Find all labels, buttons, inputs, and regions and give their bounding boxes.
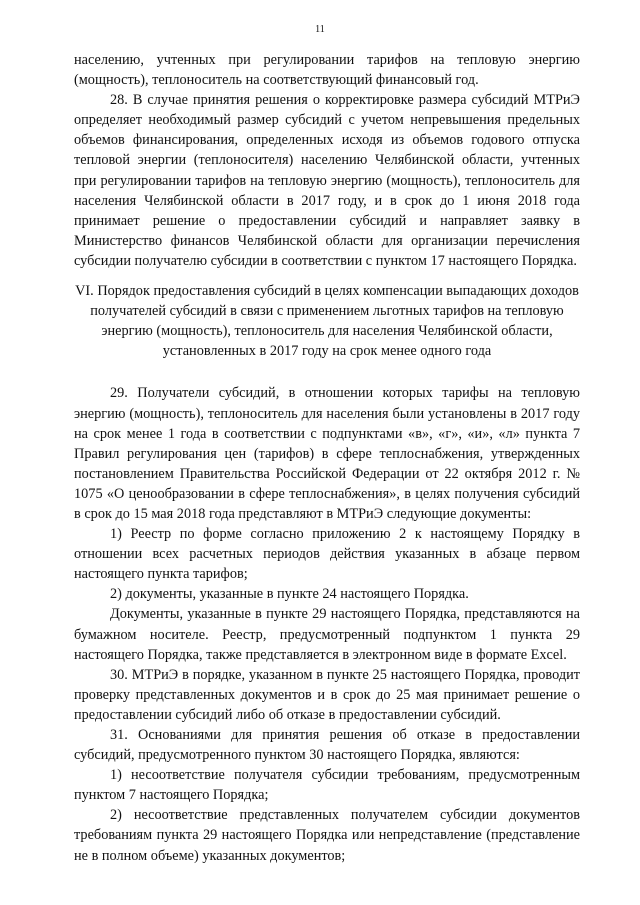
- paragraph-29-documents: Документы, указанные в пункте 29 настоящего Порядка, представляются на бумажном носителе. Реестр, предусмотренный подпунктом 1 пункта 29 настоящего Порядка, также представляется в электронном виде в формате Excel.: [74, 606, 580, 663]
- paragraph-28: 28. В случае принятия решения о корректировке размера субсидий МТРиЭ определяет необходимый размер субсидий с учетом непревышения предельных объемов финансирования, определенных исходя из объемов годового отпуска тепловой энергии (теплоносителя) населению Челябинской области, учтенных при регулировании тарифов на тепловую энергию (мощность), теплоноситель для населения Челябинской области в 2017 году, и в срок до 1 июня 2018 года принимает решение о предоставлении субсидий и направляет заявку в Министерство финансов Челябинской области для организации перечисления субсидии получателю субсидии в соответствии с пунктом 17 настоящего Порядка.: [74, 92, 580, 269]
- page-number: 11: [315, 24, 325, 35]
- paragraph-31-item-2: 2) несоответствие представленных получателем субсидии документов требованиям пункта 29 настоящего Порядка или непредставление (представление не в полном объеме) указанных документов;: [74, 807, 580, 864]
- paragraph-29-item-2: 2) документы, указанные в пункте 24 настоящего Порядка.: [110, 586, 469, 603]
- paragraph-29: 29. Получатели субсидий, в отношении которых тарифы на тепловую энергию (мощность), теплоноситель для населения были установлены в 2017 году на срок менее 1 года в соответствии с подпунктами «в», «г», «и», «л» пункта 7 Правил регулирования цен (тарифов) в сфере теплоснабжения, утвержденных постановлением Правительства Российской Федерации от 22 октября 2012 г. № 1075 «О ценообразовании в сфере теплоснабжения», в целях получения субсидий в срок до 15 мая 2018 года представляют в МТРиЭ следующие документы:: [74, 385, 580, 522]
- spacer: [74, 271, 580, 281]
- spacer: [74, 361, 580, 383]
- paragraph-30: 30. МТРиЭ в порядке, указанном в пункте 25 настоящего Порядка, проводит проверку представленных документов и в срок до 25 мая принимает решение о предоставлении субсидий либо об отказе в предоставлении субсидий.: [74, 666, 580, 723]
- paragraph-29-item-1: 1) Реестр по форме согласно приложению 2 к настоящему Порядку в отношении всех расчетных периодов действия указанных в абзаце первом настоящего пункта тарифов;: [74, 526, 580, 583]
- paragraph-31-item-1: 1) несоответствие получателя субсидии требованиям, предусмотренным пунктом 7 настоящего Порядка;: [74, 767, 580, 804]
- paragraph-continuation: населению, учтенных при регулировании тарифов на тепловую энергию (мощность), теплоноситель на соответствующий финансовый год.: [74, 52, 580, 89]
- body-text: [74, 50, 580, 866]
- paragraph-31: 31. Основаниями для принятия решения об отказе в предоставлении субсидий, предусмотренного пунктом 30 настоящего Порядка, являются:: [74, 727, 580, 764]
- section-heading: VI. Порядок предоставления субсидий в целях компенсации выпадающих доходов получателей субсидий в связи с применением льготных тарифов на тепловую энергию (мощность), теплоноситель для населения Челябинской области, установленных в 2017 году на срок менее одного года: [75, 283, 579, 360]
